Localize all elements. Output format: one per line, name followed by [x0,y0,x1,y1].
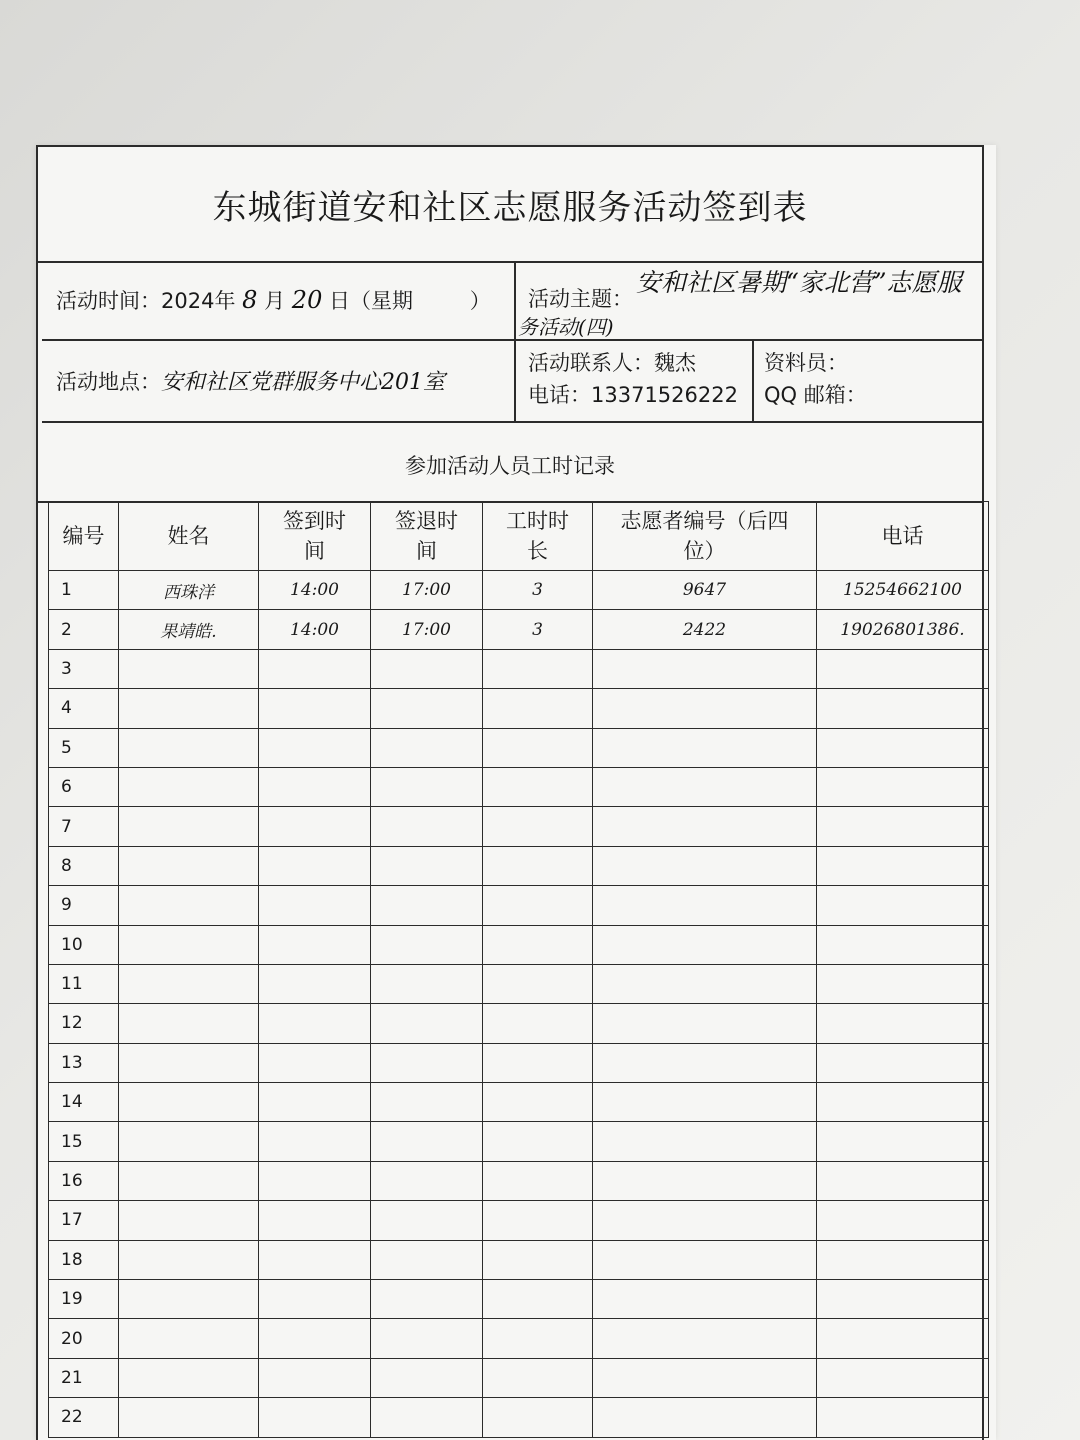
row-number: 13 [49,1043,119,1082]
phone-number [817,1083,989,1122]
time-theme-row [42,261,982,341]
table-row [49,767,989,806]
table-row [49,1240,989,1279]
header-text-line: 志愿者编号（后四 [620,509,789,533]
phone-number: 15254662100 [817,571,989,610]
work-hours [483,1083,593,1122]
table-header-row [49,502,989,571]
volunteer-id [593,728,817,767]
row-number: 9 [49,886,119,925]
volunteer-name [119,1043,259,1082]
activity-location-field [52,339,512,421]
day-suffix: 日（星期 [329,289,414,313]
sign-in-time [259,807,371,846]
header-number [49,502,119,571]
table-row [49,1083,989,1122]
table-row [49,1280,989,1319]
theme-label: 活动主题： [528,287,633,311]
work-hours [483,1122,593,1161]
volunteer-name [119,886,259,925]
sign-in-time [259,964,371,1003]
sign-out-time [371,1201,483,1240]
work-hours [483,807,593,846]
phone-number [817,1161,989,1200]
sign-out-time: 17:00 [371,610,483,649]
contact-person: 活动联系人：魏杰 [528,351,696,375]
table-row [49,807,989,846]
work-hours [483,886,593,925]
work-hours [483,1319,593,1358]
row-number: 15 [49,1122,119,1161]
section-title: 参加活动人员工时记录 [38,429,982,503]
form-frame [36,145,984,1440]
phone-number [817,1201,989,1240]
sign-in-time [259,886,371,925]
table-row [49,610,989,649]
volunteer-id [593,1043,817,1082]
sign-in-time [259,767,371,806]
sign-out-time [371,1004,483,1043]
volunteer-id [593,964,817,1003]
row-number: 12 [49,1004,119,1043]
work-hours [483,846,593,885]
row-number: 2 [49,610,119,649]
work-hours [483,1043,593,1082]
phone-number [817,1398,989,1437]
work-hours [483,767,593,806]
header-text-line: 工时时 [506,509,569,533]
work-hours [483,1398,593,1437]
volunteer-id [593,1161,817,1200]
phone-number [817,1004,989,1043]
contact-field [514,339,752,421]
table-row [49,1161,989,1200]
row-number: 16 [49,1161,119,1200]
row-number: 1 [49,571,119,610]
header-phone [817,502,989,571]
table-row [49,1398,989,1437]
header-text-line: 间 [416,539,437,563]
table-row [49,728,989,767]
month-value: 8 [242,286,258,314]
sign-out-time: 17:00 [371,571,483,610]
volunteer-name [119,1161,259,1200]
work-hours [483,925,593,964]
volunteer-id [593,886,817,925]
weekday-close: ） [469,289,491,313]
volunteer-name [119,1201,259,1240]
header-text-line: 编号 [62,524,105,548]
volunteer-name [119,925,259,964]
volunteer-name [119,964,259,1003]
sign-in-time [259,1043,371,1082]
sign-in-time [259,1319,371,1358]
header-text-line: 长 [527,539,548,563]
volunteer-id [593,649,817,688]
sign-in-time [259,1083,371,1122]
sign-in-time [259,1358,371,1397]
activity-time-field [52,261,512,339]
sign-in-time [259,689,371,728]
table-row [49,1004,989,1043]
sign-in-time [259,925,371,964]
phone-number [817,689,989,728]
month-suffix: 月 [264,289,286,313]
sign-in-time [259,1201,371,1240]
work-hours [483,1240,593,1279]
form-title: 东城街道安和社区志愿服务活动签到表 [38,147,982,263]
row-number: 21 [49,1358,119,1397]
sign-out-time [371,964,483,1003]
volunteer-name [119,767,259,806]
clerk-field [752,339,982,421]
volunteer-name [119,689,259,728]
phone-number [817,1122,989,1161]
work-hours [483,728,593,767]
volunteer-id [593,1240,817,1279]
location-contact-row [42,339,982,423]
volunteer-id [593,846,817,885]
volunteer-name [119,1398,259,1437]
year-value: 2024 [161,289,215,313]
time-label: 活动时间： [56,289,161,313]
row-number: 19 [49,1280,119,1319]
header-hours [483,502,593,571]
sign-out-time [371,1280,483,1319]
table-row [49,1043,989,1082]
phone-number [817,728,989,767]
phone-number [817,1043,989,1082]
volunteer-id [593,689,817,728]
sign-out-time [371,846,483,885]
volunteer-name [119,1004,259,1043]
work-hours [483,1161,593,1200]
table-row [49,571,989,610]
volunteer-name [119,1319,259,1358]
table-row [49,925,989,964]
volunteer-roster-table [48,501,989,1438]
work-hours [483,1280,593,1319]
sign-in-time [259,846,371,885]
volunteer-name [119,649,259,688]
phone-number [817,1280,989,1319]
sign-out-time [371,1043,483,1082]
header-text-line: 电话 [881,524,924,548]
sign-in-time: 14:00 [259,610,371,649]
header-sign-out-time [371,502,483,571]
location-value: 安和社区党群服务中心201室 [161,370,445,395]
work-hours [483,649,593,688]
sign-in-time [259,1004,371,1043]
table-row [49,1122,989,1161]
phone-number: 19026801386. [817,610,989,649]
table-row [49,964,989,1003]
volunteer-name: 果靖皓. [119,610,259,649]
theme-line2: 务活动(四) [518,315,614,339]
phone-number [817,649,989,688]
phone-number [817,807,989,846]
volunteer-id [593,1122,817,1161]
row-number: 6 [49,767,119,806]
volunteer-name [119,1240,259,1279]
phone-number [817,1319,989,1358]
sign-out-time [371,1398,483,1437]
work-hours [483,1201,593,1240]
sign-out-time [371,689,483,728]
volunteer-id [593,807,817,846]
header-volunteer-id [593,502,817,571]
volunteer-name [119,728,259,767]
row-number: 17 [49,1201,119,1240]
volunteer-name: 西珠洋 [119,571,259,610]
sign-in-time [259,728,371,767]
header-text-line: 姓名 [167,524,210,548]
volunteer-name [119,846,259,885]
work-hours [483,1358,593,1397]
volunteer-id [593,1319,817,1358]
volunteer-id [593,1083,817,1122]
year-suffix: 年 [214,289,236,313]
volunteer-id [593,1398,817,1437]
work-hours [483,1004,593,1043]
sign-out-time [371,767,483,806]
phone-number [817,846,989,885]
header-text-line: 签退时 [395,509,458,533]
row-number: 5 [49,728,119,767]
row-number: 22 [49,1398,119,1437]
day-value: 20 [291,286,323,314]
sign-out-time [371,728,483,767]
volunteer-name [119,1280,259,1319]
volunteer-name [119,807,259,846]
row-number: 3 [49,649,119,688]
qq-email-label: QQ 邮箱： [764,383,867,407]
sign-out-time [371,1240,483,1279]
row-number: 8 [49,846,119,885]
row-number: 10 [49,925,119,964]
clerk-label: 资料员： [764,351,848,375]
table-body [49,571,989,1438]
sign-in-time [259,1240,371,1279]
work-hours [483,964,593,1003]
table-row [49,886,989,925]
volunteer-id: 2422 [593,610,817,649]
sign-out-time [371,925,483,964]
table-row [49,846,989,885]
row-number: 20 [49,1319,119,1358]
volunteer-id [593,1280,817,1319]
volunteer-id [593,925,817,964]
sign-in-time [259,1161,371,1200]
volunteer-id [593,767,817,806]
row-number: 18 [49,1240,119,1279]
sign-in-time [259,1280,371,1319]
volunteer-id [593,1004,817,1043]
sign-out-time [371,1358,483,1397]
phone-number [817,767,989,806]
phone-number [817,886,989,925]
sign-out-time [371,649,483,688]
work-hours: 3 [483,610,593,649]
header-text-line: 位） [683,539,726,563]
volunteer-id [593,1201,817,1240]
row-number: 14 [49,1083,119,1122]
volunteer-id [593,1358,817,1397]
table-row [49,649,989,688]
volunteer-name [119,1122,259,1161]
table-row [49,1358,989,1397]
volunteer-name [119,1358,259,1397]
volunteer-id: 9647 [593,571,817,610]
volunteer-name [119,1083,259,1122]
theme-line1: 安和社区暑期“家北营”志愿服 [636,268,962,297]
sign-in-time: 14:00 [259,571,371,610]
table-row [49,689,989,728]
header-name [119,502,259,571]
phone-number [817,925,989,964]
activity-theme-field [514,261,982,339]
row-number: 4 [49,689,119,728]
sign-out-time [371,807,483,846]
work-hours [483,689,593,728]
row-number: 11 [49,964,119,1003]
sign-out-time [371,886,483,925]
table-row [49,1319,989,1358]
sign-in-time [259,1398,371,1437]
sign-out-time [371,1319,483,1358]
phone-number [817,1240,989,1279]
location-label: 活动地点： [56,370,161,394]
sign-in-sheet [36,145,996,1440]
work-hours: 3 [483,571,593,610]
row-number: 7 [49,807,119,846]
header-text-line: 间 [304,539,325,563]
header-text-line: 签到时 [283,509,346,533]
sign-in-time [259,649,371,688]
contact-phone: 电话：13371526222 [528,383,738,407]
sign-out-time [371,1161,483,1200]
sign-out-time [371,1083,483,1122]
table-row [49,1201,989,1240]
sign-out-time [371,1122,483,1161]
phone-number [817,964,989,1003]
phone-number [817,1358,989,1397]
header-sign-in-time [259,502,371,571]
sign-in-time [259,1122,371,1161]
